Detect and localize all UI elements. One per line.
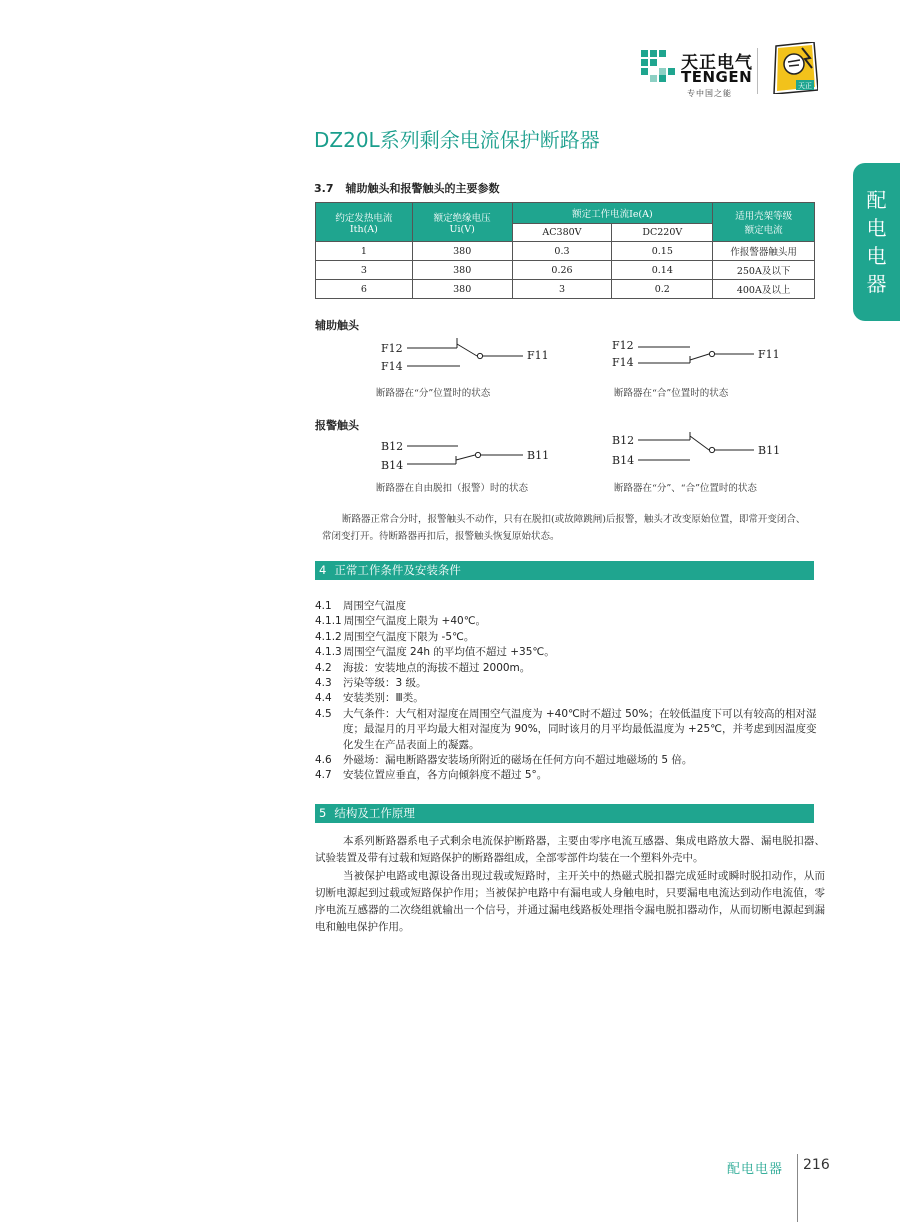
aux-right-caption: 断路器在“合”位置时的状态 — [614, 388, 729, 399]
section-title: 结构及工作原理 — [334, 806, 415, 820]
footer-divider — [797, 1154, 798, 1222]
list-item: 4.3 污染等级：3 级。 — [315, 677, 427, 690]
aux-left-label-top: F12 — [381, 342, 403, 355]
list-item: 4.7 安装位置应垂直，各方向倾斜度不超过 5°。 — [315, 769, 548, 782]
brand-name-cn: 天正电气 — [681, 53, 753, 73]
mascot-badge-icon — [772, 42, 818, 94]
aux-left-label-bottom: F14 — [381, 360, 403, 373]
aux-right-label-out: F11 — [758, 348, 780, 361]
alarm-right-caption: 断路器在“分”、“合”位置时的状态 — [614, 483, 757, 494]
aux-left-label-out: F11 — [527, 349, 549, 362]
table-row: 1 380 0.3 0.15 作报警器触头用 — [316, 242, 815, 261]
table-subheader-dc220v: DC220V — [612, 224, 713, 242]
paragraph: 本系列断路器系电子式剩余电流保护断路器，主要由零序电流互感器、集成电路放大器、漏电脱扣器、试验装置及带有过载和短路保护的断路器组成，全部零部件均装在一个塑料外壳中。 — [315, 835, 825, 865]
section-number: 3.7 — [314, 182, 334, 195]
brand-slogan: 专中国之能 — [687, 89, 732, 98]
aux-left-contact-diagram — [400, 334, 528, 370]
tengen-logo-icon — [641, 48, 675, 82]
page-number: 216 — [803, 1157, 830, 1173]
brand-name-en: TENGEN — [681, 68, 753, 86]
alarm-left-label-out: B11 — [527, 449, 550, 462]
side-tab-distribution-appliances — [853, 163, 900, 321]
section-title: 正常工作条件及安装条件 — [334, 563, 461, 577]
alarm-right-label-out: B11 — [758, 444, 781, 457]
side-tab-char: 配 — [866, 188, 887, 212]
badge-text: 天正 — [798, 82, 812, 90]
list-item: 4.6 外磁场：漏电断路器安装场所附近的磁场在任何方向不超过地磁场的 5 倍。 — [315, 754, 693, 767]
alarm-left-contact-diagram — [400, 434, 528, 470]
alarm-left-label-top: B12 — [381, 440, 404, 453]
alarm-left-label-bottom: B14 — [381, 459, 404, 472]
alarm-note: 断路器正常合分时，报警触头不动作，只有在脱扣(或故障跳闸)后报警，触头才改变原始位置，即常开变闭合、常闭变打开。待断路器再扣后，报警触头恢复原始状态。 — [322, 514, 806, 542]
aux-left-caption: 断路器在“分”位置时的状态 — [376, 388, 491, 399]
footer-category: 配电电器 — [727, 1162, 784, 1177]
logo-divider — [757, 48, 758, 94]
table-row: 3 380 0.26 0.14 250A及以下 — [316, 261, 815, 280]
section-5-header — [315, 804, 814, 823]
list-item: 4.1.1 周围空气温度上限为 +40℃。 — [315, 615, 487, 628]
aux-right-contact-diagram — [630, 334, 760, 370]
page-title: DZ20L系列剩余电流保护断路器 — [314, 128, 600, 152]
table-subheader-ac380v: AC380V — [512, 224, 612, 242]
list-item: 4.1 周围空气温度 — [315, 600, 406, 612]
side-tab-char: 电 — [866, 244, 887, 268]
alarm-left-caption: 断路器在自由脱扣（报警）时的状态 — [376, 483, 529, 494]
alarm-right-label-bottom: B14 — [612, 454, 635, 467]
table-header-rated-heating-current: 约定发热电流 Ith(A) — [316, 203, 413, 242]
paragraph: 当被保护电路或电源设备出现过载或短路时，主开关中的热磁式脱扣器完成延时或瞬时脱扣动作，从而切断电源起到过载或短路保护作用；当被保护电路中有漏电或人身触电时，只要漏电电流达到动作电流值，零序电流互感器的二次绕组就输出一个信号，并通过漏电线路板处理指令漏电脱扣器动作，从而切断电源起到漏电和触电保护作用。 — [315, 869, 825, 934]
table-row: 6 380 3 0.2 400A及以上 — [316, 280, 815, 299]
side-tab-char: 器 — [866, 272, 887, 296]
section-number: 5 — [319, 806, 327, 820]
aux-right-label-top: F12 — [612, 339, 634, 352]
table-header-rated-working-current: 额定工作电流Ie(A) — [512, 203, 713, 224]
table-header-frame-rating: 适用壳架等级 额定电流 — [713, 203, 815, 242]
section-number: 4 — [319, 563, 327, 577]
section-4-header — [315, 561, 814, 580]
section-3-7-heading — [314, 180, 500, 196]
list-item: 4.1.2 周围空气温度下限为 -5℃。 — [315, 630, 475, 643]
section-5-body — [315, 833, 825, 937]
list-item: 4.5 大气条件：大气相对湿度在周围空气温度为 +40℃时不超过 50%；在较低温度下可以有较高的相对湿度；最湿月的月平均最大相对湿度为 90%，同时该月的月平均最低温度为 +25℃，并考虑到因温度变化发生在产品表面上的凝露。 — [315, 707, 817, 751]
list-item: 4.4 安装类别：Ⅲ类。 — [315, 692, 424, 705]
list-item: 4.2 海拔：安装地点的海拔不超过 2000m。 — [315, 661, 531, 674]
table-header-rated-insulation-voltage: 额定绝缘电压 Ui(V) — [412, 203, 512, 242]
contact-parameters-table — [315, 202, 815, 299]
alarm-right-label-top: B12 — [612, 434, 635, 447]
section-4-conditions — [315, 599, 825, 784]
side-tab-char: 电 — [866, 216, 887, 240]
alarm-right-contact-diagram — [630, 428, 760, 464]
section-title: 辅助触头和报警触头的主要参数 — [345, 182, 500, 195]
alarm-contacts-heading: 报警触头 — [315, 419, 359, 432]
aux-right-label-bottom: F14 — [612, 356, 634, 369]
list-item: 4.1.3 周围空气温度 24h 的平均值不超过 +35℃。 — [315, 646, 555, 659]
aux-contacts-heading: 辅助触头 — [315, 319, 359, 332]
